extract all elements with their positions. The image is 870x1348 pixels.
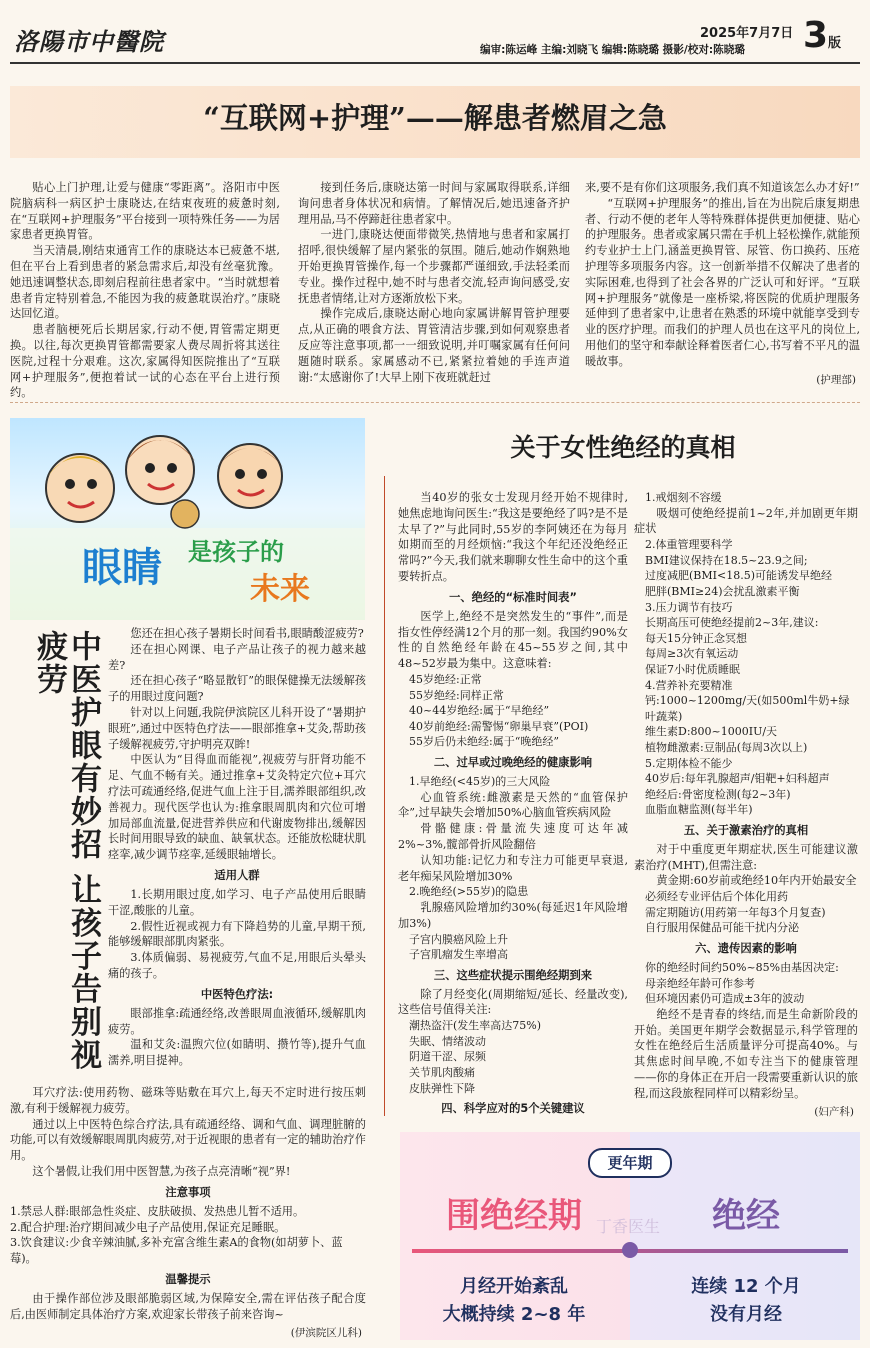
page-label: 版 xyxy=(828,36,842,51)
list-item: 眼部推拿:疏通经络,改善眼周血液循环,缓解肌肉疲劳。 xyxy=(108,1006,366,1036)
page-number: 3 xyxy=(803,15,829,56)
paragraph: 针对以上问题,我院伊滨院区儿科开设了“暑期护眼班”,通过中医特色疗法——眼部推拿+艾灸,帮助孩子缓解视疲劳,守护明亮双眸! xyxy=(108,705,366,751)
paragraph: 耳穴疗法:使用药物、磁珠等贴敷在耳穴上,每天不定时进行按压刺激,有利于缓解视力疲劳。 xyxy=(10,1086,366,1115)
article2-wide-column xyxy=(10,1085,366,1340)
paragraph: 5.定期体检不能少 xyxy=(645,756,733,770)
paragraph: 骨骼健康:骨量流失速度可达年减2%~3%,髋部骨折风险翻倍 xyxy=(398,822,628,851)
paragraph: 关节肌肉酸痛 xyxy=(409,1066,475,1080)
paragraph: 2.晚绝经(>55岁)的隐患 xyxy=(409,885,529,899)
paragraph: 贴心上门护理,让爱与健康“零距离”。洛阳市中医院脑病科一病区护士康晓达,在结束夜班的疲惫时刻,在“互联网+护理服务”平台接到一项特殊任务——为居家患者更换胃管。 xyxy=(10,181,280,242)
paragraph: 您还在担心孩子暑期长时间看书,眼睛酸涩疲劳? xyxy=(130,627,364,640)
paragraph: “互联网+护理服务”的推出,旨在为出院后康复期患者、行动不便的老年人等特殊群体提供更加便捷、贴心的护理服务。患者或家属只需在手机上轻松操作,就能预约专业护士上门,涵盖更换胃管、尿管、伤口换药、压疮护理等多项服务内容。这一创新举措不仅解决了患者的实际困难,也得到了社会各界的广泛认可和好评。“互联网+护理服务”就像是一座桥梁,将医院的优质护理服务延伸到了患者家中,让患者在熟悉的环境中就能享受到专业的医疗护理。而我们的护理人员也在这平凡的岗位上,用他们的坚守和奉献诠释着医者仁心,书写着不平凡的温暖故事。 xyxy=(585,196,860,368)
section-title: 三、这些症状提示围绝经期到来 xyxy=(433,968,593,982)
paragraph: 血脂血糖监测(每半年) xyxy=(645,803,753,817)
paragraph: BMI建议保持在18.5~23.9之间; xyxy=(645,553,808,567)
article3-headline: 关于女性绝经的真相 xyxy=(510,433,736,462)
article3-signature: (妇产科) xyxy=(814,1105,854,1118)
paragraph: 认知功能:记忆力和专注力可能更早衰退,老年痴呆风险增加30% xyxy=(398,853,628,883)
paragraph: 但环境因素仍可造成±3年的波动 xyxy=(645,992,805,1006)
paragraph: 维生素D:800~1000IU/天 xyxy=(645,725,778,739)
paragraph: 一进门,康晓达便面带微笑,热情地与患者和家属打招呼,很快缓解了屋内紧张的氛围。随后,她动作娴熟地开始更换胃管操作,每一个步骤都严谨细致,手法轻柔而专业。操作过程中,她不时与患者交流,轻声询问感受,安抚患者情绪,让对方逐渐放松下来。 xyxy=(298,228,570,305)
section-divider xyxy=(10,402,860,403)
paragraph: 过度减肥(BMI<18.5)可能诱发早绝经 xyxy=(645,569,832,583)
paragraph: 除了月经变化(周期缩短/延长、经量改变),这些信号值得关注: xyxy=(398,987,628,1017)
perimenopause-desc-2: 大概持续 2~8 年 xyxy=(442,1304,586,1325)
paragraph: 对于中重度更年期症状,医生可能建议激素治疗(MHT),但需注意: xyxy=(634,842,858,872)
menopause-desc-1: 连续 12 个月 xyxy=(691,1276,801,1297)
article2-signature: (伊滨院区儿科) xyxy=(290,1326,362,1339)
paragraph: 40岁后:每年乳腺超声/钼靶+妇科超声 xyxy=(645,772,830,786)
paragraph: 40岁前绝经:需警惕“卵巢早衰”(POI) xyxy=(409,719,589,733)
paragraph: 通过以上中医特色综合疗法,具有疏通经络、调和气血、调理脏腑的功能,可以有效缓解眼周肌肉疲劳,对于近视眼的患者有一定的辅助治疗作用。 xyxy=(10,1117,366,1163)
menopause-infographic xyxy=(400,1132,860,1340)
paragraph: 乳腺癌风险增加约30%(每延迟1年风险增加3%) xyxy=(398,900,628,930)
paragraph: 保证7小时优质睡眠 xyxy=(645,662,740,676)
paragraph: 当天清晨,刚结束通宵工作的康晓达本已疲惫不堪,但在平台上看到患者的紧急需求后,却没有丝毫犹豫。她迅速调整状态,即刻启程前往患者家中。“当时就想着患者肯定特别着急,不能因为我的疲惫耽误治疗。”康晓达回忆道。 xyxy=(10,244,280,321)
cartoon-children-icon xyxy=(10,418,365,620)
list-item: 1.长期用眼过度,如学习、电子产品使用后眼睛干涩,酸胀的儿童。 xyxy=(108,887,366,917)
paragraph: 每天15分钟正念冥想 xyxy=(645,631,747,645)
section-title: 一、绝经的“标准时间表” xyxy=(449,590,577,604)
issue-date: 2025年7月7日 xyxy=(700,26,794,41)
list-item: 温和艾灸:温煦穴位(如睛明、攒竹等),提升气血濡养,明目提神。 xyxy=(108,1038,366,1068)
article2-headline: 中医护眼有妙招 让孩子告别视疲劳 xyxy=(31,630,101,1072)
paragraph: 40~44岁绝经:属于“早绝经” xyxy=(409,704,550,718)
image-caption-are: 是孩子的 xyxy=(188,538,284,566)
paragraph: 当40岁的张女士发现月经开始不规律时,她焦虑地询问医生:“我这是要绝经了吗?是不是太早了?”与此同时,55岁的李阿姨还在为每月如期而至的月经烦恼:“我这个年纪还没绝经正常吗?”今天,我们就来聊聊女性生命中的这个重要转折点。 xyxy=(398,491,628,583)
paragraph: 操作完成后,康晓达耐心地向家属讲解胃管护理要点,从正确的喂食方法、胃管清洁步骤,到如何观察患者反应等注意事项,都一一细致说明,并叮嘱家属有任何问题随时联系。家属感动不已,紧紧拉着她的手连声道谢:“太感谢你了!大早上刚下夜班就赶过 xyxy=(298,307,570,384)
paragraph: 55岁后仍未绝经:属于“晚绝经” xyxy=(409,735,559,749)
paragraph: 母亲绝经年龄可作参考 xyxy=(645,976,755,990)
paragraph: 自行服用保健品可能干扰内分泌 xyxy=(645,921,799,935)
article3-right-column xyxy=(634,490,858,1119)
newspaper-logo: 洛陽市中醫院 xyxy=(14,27,164,56)
paragraph: 必须经专业评估后个体化用药 xyxy=(645,890,788,904)
paragraph: 黄金期:60岁前或绝经10年内开始最安全 xyxy=(656,874,857,888)
list-item: 2.配合护理:治疗期间减少电子产品使用,保证充足睡眠。 xyxy=(10,1220,286,1234)
article1-column-2 xyxy=(298,180,570,385)
paragraph: 需定期随访(用药第一年每3个月复查) xyxy=(645,905,826,919)
list-item: 3.体质偏弱、易视疲劳,气血不足,用眼后头晕头痛的孩子。 xyxy=(108,951,366,980)
article1-headline: “互联网+护理”——解患者燃眉之急 xyxy=(203,101,667,135)
menopause-desc-2: 没有月经 xyxy=(710,1304,782,1325)
image-caption-eyes: 眼睛 xyxy=(82,545,162,591)
paragraph: 55岁绝经:同样正常 xyxy=(409,688,504,702)
paragraph: 2.体重管理要科学 xyxy=(645,538,733,552)
paragraph: 这个暑假,让我们用中医智慧,为孩子点亮清晰“视”界! xyxy=(32,1164,291,1178)
eyes-future-illustration xyxy=(10,418,365,620)
paragraph: 植物雌激素:豆制品(每周3次以上) xyxy=(645,740,808,754)
section-title: 适用人群 xyxy=(214,868,260,882)
paragraph: 中医认为“目得血而能视”,视疲劳与肝肾功能不足、气血不畅有关。通过推拿+艾灸特定穴位+耳穴疗法可疏通经络,促进气血上注于目,濡养眼部组织,改善视力。现代医学也认为:推拿眼周肌肉和穴位可增加局部血流量,促进营养供应和代谢废物排出,缓解因长时间用眼导致的缺血、缺氧状态。还能放松睫状肌痉挛,减少调节痉挛,延缓眼轴增长。 xyxy=(108,753,366,862)
paragraph: 失眠、情绪波动 xyxy=(409,1034,486,1048)
paragraph: 每周≥3次有氧运动 xyxy=(645,647,739,661)
paragraph: 吸烟可使绝经提前1~2年,并加剧更年期症状 xyxy=(634,506,858,536)
article1-column-1 xyxy=(10,180,280,401)
paragraph: 阴道干涩、尿频 xyxy=(409,1050,486,1064)
paragraph: 钙:1000~1200mg/天(如500ml牛奶+绿叶蔬菜) xyxy=(645,694,850,723)
paragraph: 还在担心孩子“略显散钉”的眼保健操无法缓解孩子的用眼过度问题? xyxy=(108,674,366,704)
column-rule xyxy=(384,476,385,1116)
list-item: 1.禁忌人群:眼部急性炎症、皮肤破损、发热患儿暂不适用。 xyxy=(10,1204,305,1218)
paragraph: 绝经不是青春的终结,而是生命新阶段的开始。美国更年期学会数据显示,科学管理的女性在绝经后生活质量评分可提高40%。与其焦虑时间早晚,不如专注当下的健康管理——你的身体正在开启一段需要重新认识的旅程,而这段旅程同样可以精彩纷呈。 xyxy=(634,1007,858,1100)
section-title: 六、遗传因素的影响 xyxy=(695,942,797,956)
header-divider xyxy=(10,62,860,64)
section-title: 二、过早或过晚绝经的健康影响 xyxy=(433,755,593,769)
paragraph: 你的绝经时间约50%~85%由基因决定: xyxy=(645,961,839,975)
paragraph: 绝经后:骨密度检测(每2~3年) xyxy=(645,787,791,801)
paragraph: 皮肤弹性下降 xyxy=(409,1081,475,1095)
article1-signature: (护理部) xyxy=(816,373,856,386)
paragraph: 患者脑梗死后长期居家,行动不便,胃管需定期更换。以往,每次更换胃管都需要家人费尽周折将其送往医院,过程十分艰难。这次,家属得知医院推出了“互联网+护理服务”,便抱着试一试的心态在平台上进行预约。 xyxy=(10,323,280,400)
stage-tag: 更年期 xyxy=(588,1148,672,1178)
paragraph: 潮热盗汗(发生率高达75%) xyxy=(409,1019,542,1033)
editor-credits: 编审:陈运峰 主编:刘晓飞 编辑:陈晓璐 摄影/校对:陈晓璐 xyxy=(480,44,745,56)
timeline-marker xyxy=(622,1242,638,1258)
paragraph: 接到任务后,康晓达第一时间与家属取得联系,详细询问患者身体状况和病情。了解情况后,她迅速备齐护理用品,马不停蹄赶往患者家中。 xyxy=(298,181,570,226)
menopause-title: 绝经 xyxy=(712,1196,780,1236)
image-caption-future: 未来 xyxy=(250,572,310,607)
paragraph: 心血管系统:雌激素是天然的“血管保护伞”,过早缺失会增加50%心脑血管疾病风险 xyxy=(398,790,628,820)
list-item: 2.假性近视或视力有下降趋势的儿童,早期干预,能够缓解眼部肌肉紧张。 xyxy=(108,919,366,949)
section-title: 中医特色疗法: xyxy=(200,987,274,1001)
paragraph: 还在担心网课、电子产品让孩子的视力越来越差? xyxy=(108,642,366,672)
paragraph: 长期高压可使绝经提前2~3年,建议: xyxy=(645,616,819,630)
watermark: 丁香医生 xyxy=(596,1217,661,1236)
paragraph: 医学上,绝经不是突然发生的“事件”,而是指女性停经满12个月的那一刻。我国约90%女性的自然绝经年龄在45~55岁之间,其中48~52岁最为集中。这意味着: xyxy=(398,609,628,671)
paragraph: 4.营养补充要精准 xyxy=(645,678,733,692)
article2-narrow-column xyxy=(108,626,366,1069)
paragraph: 1.戒烟刻不容缓 xyxy=(645,491,722,504)
paragraph: 1.早绝经(<45岁)的三大风险 xyxy=(409,774,551,788)
perimenopause-title: 围绝经期 xyxy=(446,1196,582,1236)
paragraph: 由于操作部位涉及眼部脆弱区域,为保障安全,需在评估孩子配合度后,由医师制定具体治疗方案,欢迎家长带孩子前来咨询~ xyxy=(10,1291,366,1321)
section-title: 温馨提示 xyxy=(165,1272,211,1286)
paragraph: 45岁绝经:正常 xyxy=(409,672,482,686)
article1-column-3 xyxy=(585,180,860,387)
paragraph: 子宫内膜癌风险上升 xyxy=(409,932,508,946)
article3-left-column xyxy=(398,490,628,1120)
section-title: 五、关于激素治疗的真相 xyxy=(683,823,809,837)
paragraph: 3.压力调节有技巧 xyxy=(645,600,733,614)
list-item: 3.饮食建议:少食辛辣油腻,多补充富含维生素A的食物(如胡萝卜、蓝莓)。 xyxy=(10,1236,343,1266)
section-title: 注意事项 xyxy=(165,1185,211,1199)
paragraph: 肥胖(BMI≥24)会扰乱激素平衡 xyxy=(645,584,800,598)
paragraph: 来,要不是有你们这项服务,我们真不知道该怎么办才好!” xyxy=(585,181,860,194)
paragraph: 子宫肌瘤发生率增高 xyxy=(409,948,508,962)
section-title: 四、科学应对的5个关键建议 xyxy=(441,1102,585,1116)
perimenopause-desc-1: 月经开始紊乱 xyxy=(460,1276,568,1297)
